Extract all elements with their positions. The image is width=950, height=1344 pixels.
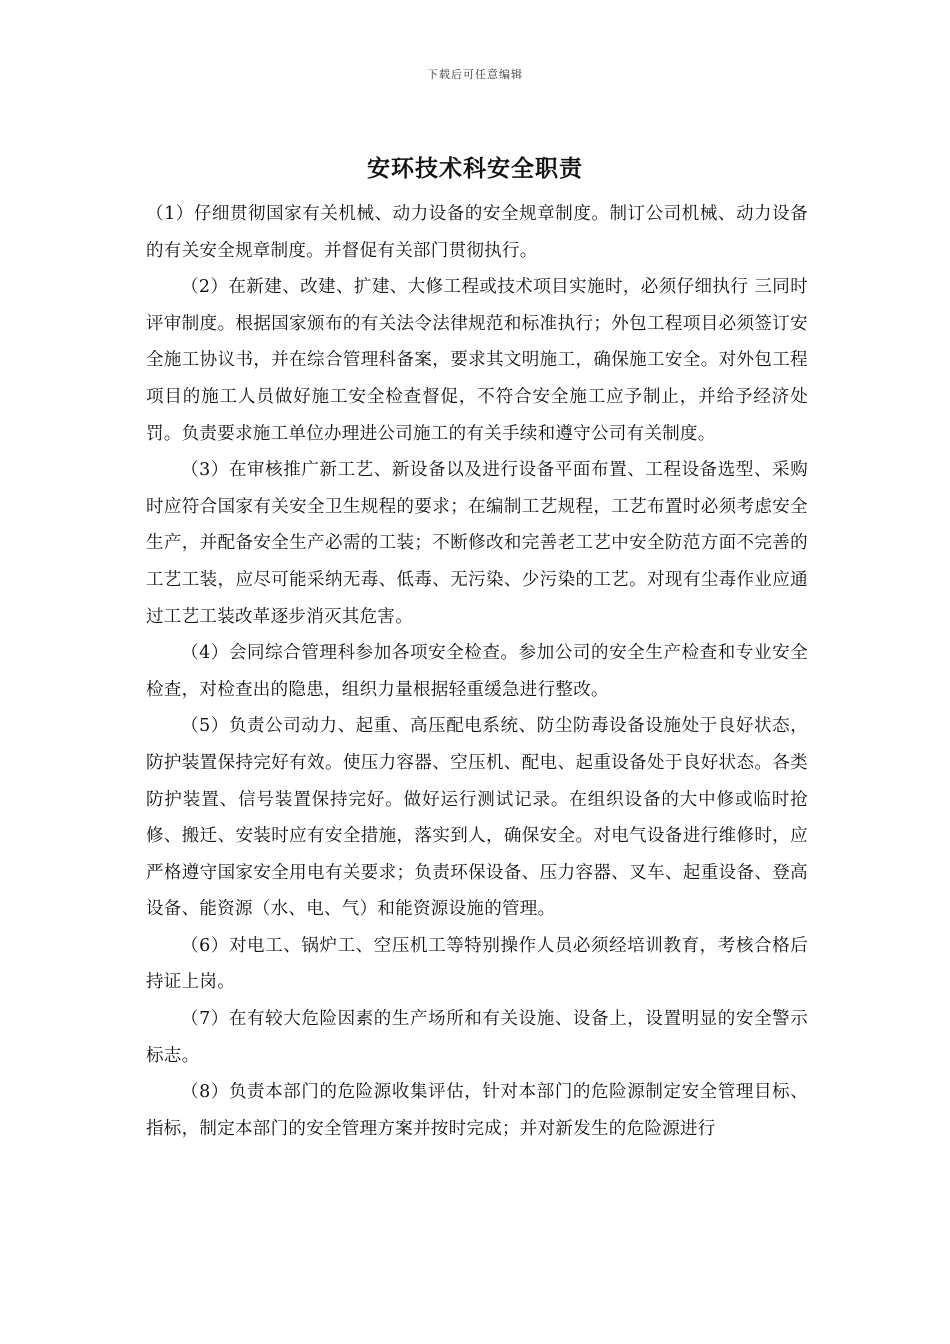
paragraph-2: （2）在新建、改建、扩建、大修工程或技术项目实施时，必须仔细执行 三同时 评审制度。根据国家颁布的有关法令法律规范和标准执行；外包工程项目必须签订安全施工协议书，并在综合管理科备案，要求其文明施工，确保施工安全。对外包工程项目的施工人员做好施工安全检查督促，不符合安全施工应予制止，并给予经济处罚。负责要求施工单位办理进公司施工的有关手续和遵守公司有关制度。 bbox=[146, 277, 808, 444]
paragraph-1: （1）仔细贯彻国家有关机械、动力设备的安全规章制度。制订公司机械、动力设备的有关安全规章制度。并督促有关部门贯彻执行。 bbox=[146, 204, 808, 261]
paragraph-6: （6）对电工、锅炉工、空压机工等特别操作人员必须经培训教育，考核合格后持证上岗。 bbox=[146, 935, 808, 993]
document-body bbox=[146, 196, 808, 1147]
paragraph-8: （8）负责本部门的危险源收集评估，针对本部门的危险源制定安全管理目标、指标，制定本部门的安全管理方案并按时完成；并对新发生的危险源进行 bbox=[146, 1082, 808, 1139]
document-title: 安环技术科安全职责 bbox=[367, 155, 583, 182]
page-header-note: 下载后可任意编辑 bbox=[427, 68, 523, 81]
paragraph-5: （5）负责公司动力、起重、高压配电系统、防尘防毒设备设施处于良好状态，防护装置保持完好有效。使压力容器、空压机、配电、起重设备处于良好状态。各类防护装置、信号装置保持完好。做好运行测试记录。在组织设备的大中修或临时抢修、搬迁、安装时应有安全措施，落实到人，确保安全。对电气设备进行维修时，应严格遵守国家安全用电有关要求；负责环保设备、压力容器、叉车、起重设备、登高设备、能资源（水、电、气）和能资源设施的管理。 bbox=[146, 716, 808, 920]
paragraph-4: （4）会同综合管理科参加各项安全检查。参加公司的安全生产检查和专业安全检查，对检查出的隐患，组织力量根据轻重缓急进行整改。 bbox=[146, 643, 808, 700]
paragraph-7: （7）在有较大危险因素的生产场所和有关设施、设备上，设置明显的安全警示标志。 bbox=[146, 1009, 808, 1066]
paragraph-3: （3）在审核推广新工艺、新设备以及进行设备平面布置、工程设备选型、采购时应符合国家有关安全卫生规程的要求；在编制工艺规程，工艺布置时必须考虑安全生产，并配备安全生产必需的工装；不断修改和完善老工艺中安全防范方面不完善的工艺工装，应尽可能采纳无毒、低毒、无污染、少污染的工艺。对现有尘毒作业应通过工艺工装改革逐步消灭其危害。 bbox=[146, 460, 808, 627]
